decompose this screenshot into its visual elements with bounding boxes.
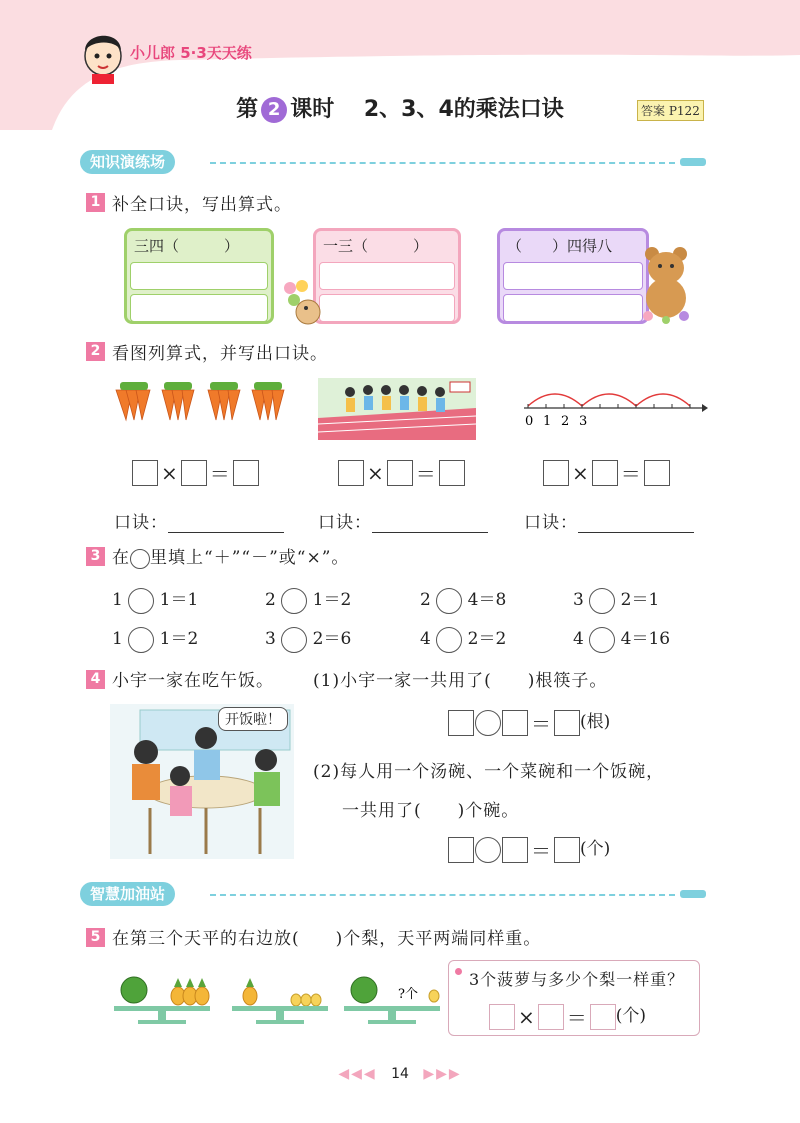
hint-question: 3个菠萝与多少个梨一样重？ xyxy=(469,970,685,989)
question-4-part-2-line-2: 一共用了( )个碗。 xyxy=(342,801,520,821)
answer-box[interactable] xyxy=(502,837,528,863)
q2-equation-3: × ＝ xyxy=(543,458,670,487)
koujue-blank[interactable] xyxy=(372,514,488,533)
question-4-part-2-line-1: (2)每人用一个汤碗、一个菜碗和一个饭碗， xyxy=(313,762,665,782)
q1-card-1-line-2[interactable] xyxy=(130,294,268,322)
teddy-bear-icon xyxy=(640,242,692,324)
q3-item-1-2: 2 1＝2 xyxy=(265,585,351,614)
footer-page-number xyxy=(0,1066,800,1082)
q4-equation-1: ＝ (根) xyxy=(448,707,610,737)
number-line-picture xyxy=(520,380,710,430)
section-wisdom-banner xyxy=(80,882,708,908)
right-arrows-icon: ▶▶▶ xyxy=(423,1066,462,1082)
page-number: 14 xyxy=(391,1066,409,1082)
q3-item-2-2: 3 2＝6 xyxy=(265,624,351,653)
speech-bubble: 开饭啦！ xyxy=(218,707,288,731)
operator-circle[interactable] xyxy=(436,588,462,614)
operator-circle[interactable] xyxy=(589,588,615,614)
q1-card-1 xyxy=(124,228,274,324)
section-practice-title: 知识演练场 xyxy=(80,150,175,174)
hint-equation: × ＝ (个) xyxy=(489,1001,646,1031)
operator-circle[interactable] xyxy=(589,627,615,653)
number-line-label-2: 2 xyxy=(561,414,570,429)
answer-box[interactable] xyxy=(554,710,580,736)
answer-box[interactable] xyxy=(233,460,259,486)
flower-squirrel-icon xyxy=(280,278,322,326)
answer-box[interactable] xyxy=(132,460,158,486)
q3-item-1-4: 3 2＝1 xyxy=(573,585,659,614)
q1-card-2-line-2[interactable] xyxy=(319,294,455,322)
koujue-label: 口诀： xyxy=(524,513,578,533)
brand-title: 小儿郎 5·3天天练 xyxy=(130,44,252,62)
q3-item-2-4: 4 4＝16 xyxy=(573,624,670,653)
q1-card-2 xyxy=(313,228,461,324)
koujue-blank[interactable] xyxy=(168,514,284,533)
answer-box[interactable] xyxy=(644,460,670,486)
balance-1-watermelon-pineapples xyxy=(112,968,212,1024)
q2-koujue-1 xyxy=(114,508,284,533)
operator-circle[interactable] xyxy=(281,588,307,614)
answer-box[interactable] xyxy=(387,460,413,486)
q4-equation-2: ＝ (个) xyxy=(448,834,610,864)
q2-equation-2: × ＝ xyxy=(338,458,465,487)
answer-box[interactable] xyxy=(502,710,528,736)
operator-circle[interactable] xyxy=(128,627,154,653)
question-3-prompt xyxy=(112,543,349,569)
q1-card-3 xyxy=(497,228,649,324)
q1-card-3-line-2[interactable] xyxy=(503,294,643,322)
q2-koujue-3 xyxy=(524,508,694,533)
q3-item-1-3: 2 4＝8 xyxy=(420,585,506,614)
q3-item-2-3: 4 2＝2 xyxy=(420,624,506,653)
question-1-number: 1 xyxy=(86,193,105,212)
koujue-label: 口诀： xyxy=(318,513,372,533)
q1-card-1-line-1[interactable] xyxy=(130,262,268,290)
q1-card-1-formula: 三四（ ） xyxy=(134,237,240,255)
lesson-prefix: 第 xyxy=(236,97,259,122)
question-5-prompt: 在第三个天平的右边放( )个梨，天平两端同样重。 xyxy=(112,929,542,949)
lesson-suffix: 课时 xyxy=(290,97,335,122)
answer-label: 答案 xyxy=(641,104,666,118)
q3-prompt-pre: 在 xyxy=(112,548,130,568)
hint-bullet-icon xyxy=(455,968,462,975)
answer-box[interactable] xyxy=(538,1004,564,1030)
section-practice-banner xyxy=(80,150,708,176)
question-4-intro: 小宇一家在吃午饭。 xyxy=(112,671,274,691)
answer-box[interactable] xyxy=(448,837,474,863)
answer-box[interactable] xyxy=(590,1004,616,1030)
question-3-number: 3 xyxy=(86,547,105,566)
unknown-pears-label: ?个 xyxy=(398,987,418,1002)
question-2-number: 2 xyxy=(86,342,105,361)
q1-card-3-formula: （ ）四得八 xyxy=(507,237,613,255)
balance-2-pineapple-pears xyxy=(230,968,330,1024)
mascot-boy-icon xyxy=(78,26,128,84)
operator-circle[interactable] xyxy=(128,588,154,614)
operator-circle[interactable] xyxy=(436,627,462,653)
question-4-part-1: (1)小宇一家一共用了( )根筷子。 xyxy=(313,671,608,691)
section-wisdom-title: 智慧加油站 xyxy=(80,882,175,906)
hint-unit: (个) xyxy=(615,1006,647,1026)
children-running-picture xyxy=(318,378,476,440)
answer-box[interactable] xyxy=(543,460,569,486)
operator-circle[interactable] xyxy=(475,710,501,736)
left-arrows-icon: ◀◀◀ xyxy=(338,1066,377,1082)
carrots-picture xyxy=(112,380,298,422)
answer-box[interactable] xyxy=(338,460,364,486)
answer-box[interactable] xyxy=(181,460,207,486)
question-5-number: 5 xyxy=(86,928,105,947)
q3-item-1-1: 1 1＝1 xyxy=(112,585,198,614)
circle-symbol xyxy=(130,549,150,569)
number-line-label-3: 3 xyxy=(579,414,588,429)
hint-box xyxy=(448,960,700,1036)
q3-item-2-1: 1 1＝2 xyxy=(112,624,198,653)
number-line-label-0: 0 xyxy=(525,414,534,429)
q1-card-3-line-1[interactable] xyxy=(503,262,643,290)
koujue-label: 口诀： xyxy=(114,513,168,533)
q4-unit-2: (个) xyxy=(580,839,611,859)
answer-box[interactable] xyxy=(489,1004,515,1030)
lesson-topic: 2、3、4的乘法口诀 xyxy=(363,97,564,122)
answer-page: P122 xyxy=(668,104,700,118)
answer-box[interactable] xyxy=(592,460,618,486)
answer-box[interactable] xyxy=(448,710,474,736)
q2-equation-1: × ＝ xyxy=(132,458,259,487)
operator-circle[interactable] xyxy=(475,837,501,863)
answer-box[interactable] xyxy=(439,460,465,486)
operator-circle[interactable] xyxy=(281,627,307,653)
answer-page-tag[interactable] xyxy=(637,100,704,121)
q1-card-2-line-1[interactable] xyxy=(319,262,455,290)
lesson-number-badge: 2 xyxy=(261,97,287,123)
balance-3-watermelon-unknown xyxy=(342,968,442,1024)
number-line-label-1: 1 xyxy=(543,414,552,429)
question-4-number: 4 xyxy=(86,670,105,689)
koujue-blank[interactable] xyxy=(578,514,694,533)
question-2-prompt: 看图列算式，并写出口诀。 xyxy=(112,344,328,364)
q3-prompt-post: 里填上“＋”“－”或“×”。 xyxy=(150,548,350,568)
answer-box[interactable] xyxy=(554,837,580,863)
question-1-prompt: 补全口诀，写出算式。 xyxy=(112,195,292,215)
q1-card-2-formula: 一三（ ） xyxy=(323,237,429,255)
q4-unit-1: (根) xyxy=(580,712,611,732)
q2-koujue-2 xyxy=(318,508,488,533)
